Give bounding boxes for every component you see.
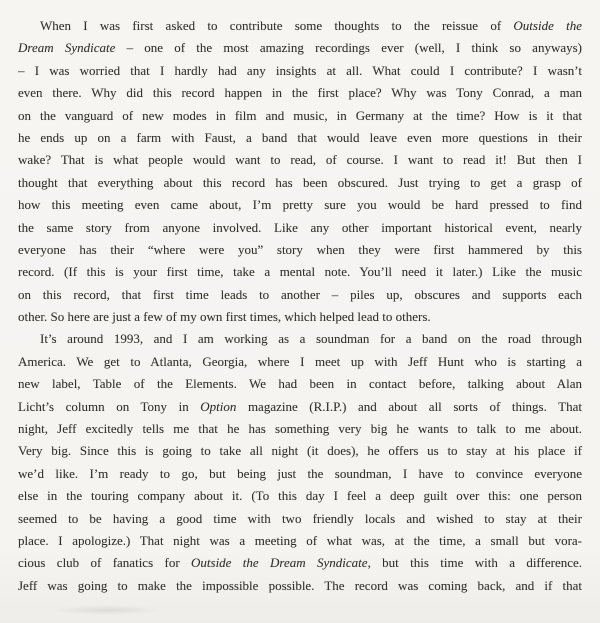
page-text xyxy=(18,15,582,597)
text-segment: on this record, that first time leads to another – piles up, obscures and supports each xyxy=(18,286,582,302)
text-segment: thought that everything about this record has been obscured. Just trying to get a grasp of xyxy=(18,174,582,190)
text-line xyxy=(18,194,582,216)
text-segment: – one of the most amazing recordings ever (well, I think so anyways) xyxy=(115,40,582,56)
text-line xyxy=(18,373,582,395)
italic-text-segment: Dream Syndicate xyxy=(18,40,116,56)
text-line xyxy=(18,575,582,597)
text-line xyxy=(18,351,582,373)
text-segment: the same story from anyone involved. Like any other important historical event, nearly xyxy=(18,219,582,235)
text-segment: new label, Table of the Elements. We had been in contact before, talking about Alan xyxy=(18,376,582,392)
text-segment: place. I apologize.) That night was a meeting of what was, at the time, a small but vora- xyxy=(18,532,582,548)
text-segment: we’d like. I’m ready to go, but being just the soundman, I have to convince everyone xyxy=(18,465,582,481)
text-segment: everyone has their “where were you” story when they were first hammered by this xyxy=(18,241,582,257)
italic-text-segment: Outside the Dream Syndicate xyxy=(191,555,368,571)
text-segment: When I was first asked to contribute some thoughts to the reissue of xyxy=(40,18,514,33)
text-segment: Very big. Since this is going to take all night (it does), he offers us to stay at his place if xyxy=(18,443,582,459)
text-line xyxy=(18,149,582,171)
text-line xyxy=(18,328,582,350)
text-segment: he ends up on a farm with Faust, a band that would leave even more questions in their xyxy=(18,129,582,145)
text-segment: wake? That is what people would want to read, of course. I want to read it! But then I xyxy=(18,152,582,168)
text-line xyxy=(18,239,582,261)
text-line xyxy=(18,485,582,507)
text-line xyxy=(18,552,582,574)
text-line xyxy=(18,261,582,283)
text-line xyxy=(18,105,582,127)
text-segment: , but this time with a difference. xyxy=(367,555,582,571)
text-segment: record. (If this is your first time, take a mental note. You’ll need it later.) Like the music xyxy=(18,264,582,280)
scan-artifact xyxy=(52,605,162,615)
italic-text-segment: Outside the xyxy=(513,18,582,33)
paragraph xyxy=(18,15,582,328)
text-line xyxy=(18,284,582,306)
text-line xyxy=(18,82,582,104)
text-segment: other. So here are just a few of my own first times, which helped lead to others. xyxy=(18,309,431,325)
text-line xyxy=(18,306,582,328)
text-line xyxy=(18,463,582,485)
italic-text-segment: Option xyxy=(200,398,237,414)
text-segment: Licht’s column on Tony in xyxy=(18,398,201,414)
text-segment: America. We get to Atlanta, Georgia, where I meet up with Jeff Hunt who is starting a xyxy=(18,353,582,369)
text-line xyxy=(18,396,582,418)
text-line xyxy=(18,37,582,59)
text-line xyxy=(18,127,582,149)
text-line xyxy=(18,508,582,530)
text-segment: cious club of fanatics for xyxy=(18,555,192,571)
text-line xyxy=(18,172,582,194)
text-segment: even there. Why did this record happen in the first place? Why was Tony Conrad, a man xyxy=(18,85,582,101)
text-segment: It’s around 1993, and I am working as a soundman for a band on the road through xyxy=(40,331,582,347)
text-line xyxy=(18,418,582,440)
text-line xyxy=(18,217,582,239)
text-segment: seemed to be having a good time with two friendly locals and wished to stay at their xyxy=(18,510,582,526)
text-segment: else in the touring company about it. (To this day I feel a deep guilt over this: one person xyxy=(18,488,582,504)
text-segment: Jeff was going to make the impossible possible. The record was coming back, and if that xyxy=(18,577,582,593)
text-segment: magazine (R.I.P.) and about all sorts of things. That xyxy=(236,398,582,414)
text-segment: night, Jeff excitedly tells me that he has something very big he wants to talk to me about. xyxy=(18,421,582,437)
text-line xyxy=(18,440,582,462)
text-segment: how this meeting even came about, I’m pretty sure you would be hard pressed to find xyxy=(18,197,582,213)
text-line xyxy=(18,60,582,82)
paragraph xyxy=(18,328,582,597)
text-line xyxy=(18,15,582,37)
text-segment: – I was worried that I hardly had any insights at all. What could I contribute? I wasn’t xyxy=(18,62,582,78)
text-segment: on the vanguard of new modes in film and music, in Germany at the time? How is it that xyxy=(18,107,582,123)
text-line xyxy=(18,530,582,552)
